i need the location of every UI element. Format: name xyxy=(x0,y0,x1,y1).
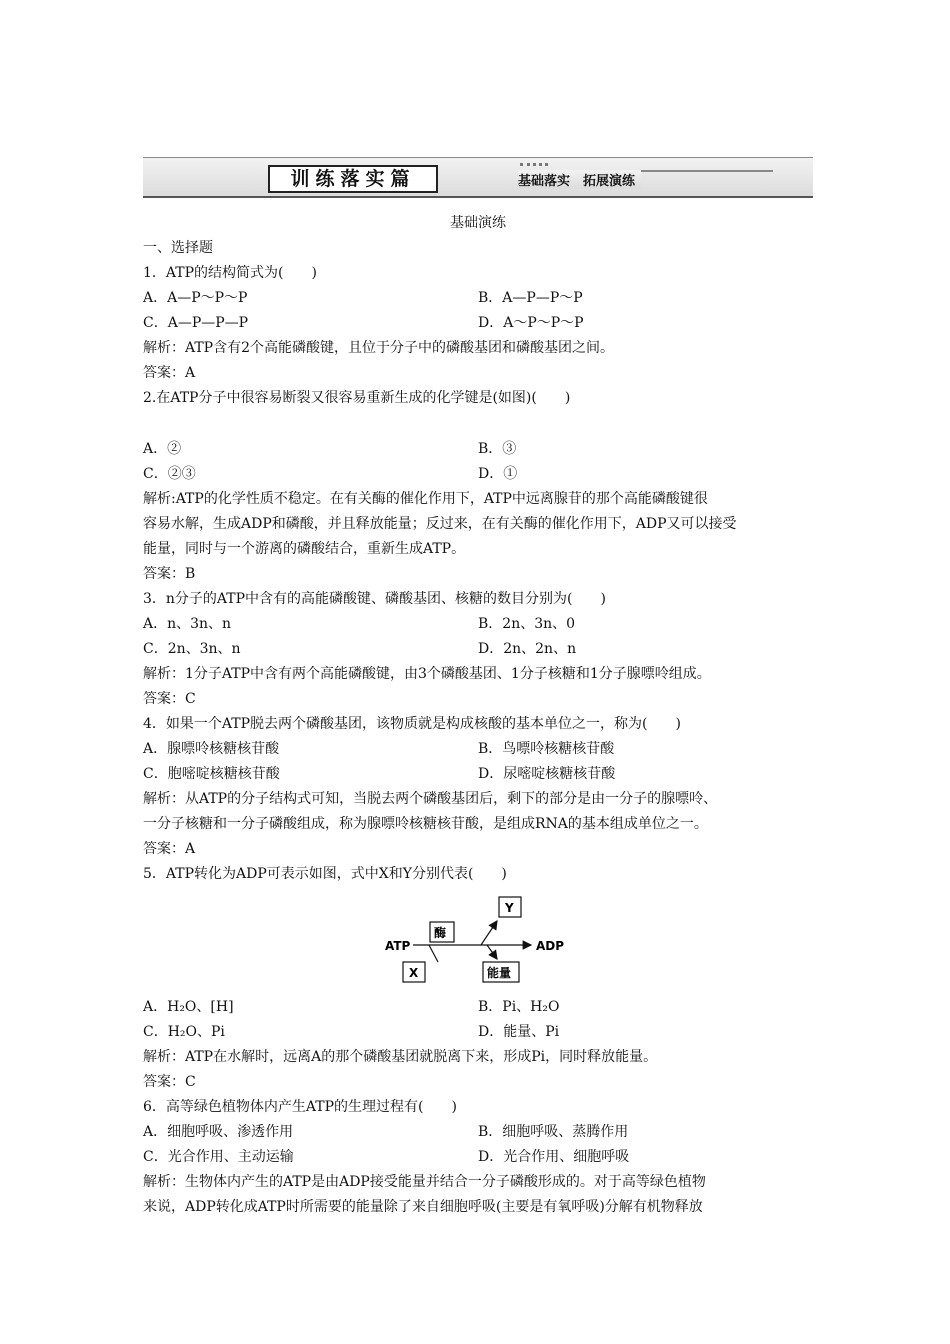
option-b: B．细胞呼吸、蒸腾作用 xyxy=(478,1124,629,1140)
analysis-text: 解析：从ATP的分子结构式可知，当脱去两个磷酸基团后，剩下的部分是由一分子的腺嘌呤、 xyxy=(143,791,718,807)
option-d: D．① xyxy=(478,466,518,482)
options-row xyxy=(143,311,813,336)
banner-decoration xyxy=(520,163,548,169)
banner-title: 训练落实篇 xyxy=(268,165,438,193)
option-d: D．尿嘧啶核糖核苷酸 xyxy=(478,766,616,782)
options-row xyxy=(143,612,813,637)
analysis-text: 一分子核糖和一分子磷酸组成，称为腺嘌呤核糖核苷酸，是组成RNA的基本组成单位之一。 xyxy=(143,816,708,832)
options-row xyxy=(143,462,813,487)
answer-text: 答案：C xyxy=(143,1074,196,1090)
question-3 xyxy=(143,587,813,712)
energy-arrow xyxy=(487,945,497,959)
x-label: X xyxy=(409,966,419,980)
option-d: D．能量、Pi xyxy=(478,1024,560,1040)
options-row xyxy=(143,637,813,662)
banner-subtitle: 基础落实 拓展演练 xyxy=(518,170,641,189)
option-c: C．A—P—P—P xyxy=(143,315,249,331)
y-label: Y xyxy=(505,901,514,915)
options-row xyxy=(143,762,813,787)
option-c: C．光合作用、主动运输 xyxy=(143,1149,294,1165)
option-d: D．A～P～P～P xyxy=(478,315,584,331)
option-a: A．H₂O、[H] xyxy=(143,999,234,1015)
option-a: A．A—P～P～P xyxy=(143,290,248,306)
option-d: D．2n、2n、n xyxy=(478,641,577,657)
option-a: A．② xyxy=(143,441,182,457)
option-b: B．鸟嘌呤核糖核苷酸 xyxy=(478,741,615,757)
option-a: A．腺嘌呤核糖核苷酸 xyxy=(143,741,280,757)
question-6 xyxy=(143,1095,813,1220)
option-a: A．细胞呼吸、渗透作用 xyxy=(143,1124,294,1140)
question-stem: 6．高等绿色植物体内产生ATP的生理过程有( ) xyxy=(143,1099,457,1115)
question-stem: 2.在ATP分子中很容易断裂又很容易重新生成的化学键是(如图)( ) xyxy=(143,390,571,406)
option-c: C．2n、3n、n xyxy=(143,641,241,657)
section-title: 基础演练 xyxy=(450,215,506,231)
options-row xyxy=(143,1145,813,1170)
document-body xyxy=(143,211,813,1220)
option-a: A．n、3n、n xyxy=(143,616,232,632)
adp-label: ADP xyxy=(536,939,565,953)
answer-text: 答案：A xyxy=(143,841,196,857)
answer-text: 答案：C xyxy=(143,691,196,707)
option-b: B．A—P—P～P xyxy=(478,290,583,306)
analysis-text: 容易水解，生成ADP和磷酸，并且释放能量；反过来，在有关酶的催化作用下，ADP又可以接受 xyxy=(143,516,737,532)
question-1 xyxy=(143,261,813,386)
answer-text: 答案：B xyxy=(143,566,196,582)
question-4 xyxy=(143,712,813,862)
option-c: C．胞嘧啶核糖核苷酸 xyxy=(143,766,280,782)
question-stem: 4．如果一个ATP脱去两个磷酸基团，该物质就是构成核酸的基本单位之一，称为( ) xyxy=(143,716,681,732)
analysis-text: 解析：1分子ATP中含有两个高能磷酸键，由3个磷酸基团、1分子核糖和1分子腺嘌呤组成。 xyxy=(143,666,711,682)
analysis-text: 能量，同时与一个游离的磷酸结合，重新生成ATP。 xyxy=(143,541,466,557)
option-d: D．光合作用、细胞呼吸 xyxy=(478,1149,630,1165)
analysis-text: 解析：ATP含有2个高能磷酸键，且位于分子中的磷酸基团和磷酸基团之间。 xyxy=(143,340,615,356)
enzyme-label: 酶 xyxy=(434,926,447,940)
options-row xyxy=(143,737,813,762)
atp-label: ATP xyxy=(385,939,411,953)
x-connector xyxy=(429,945,438,962)
question-stem: 5．ATP转化为ADP可表示如图，式中X和Y分别代表( ) xyxy=(143,866,507,882)
option-c: C．②③ xyxy=(143,466,196,482)
question-2 xyxy=(143,386,813,587)
options-row xyxy=(143,286,813,311)
energy-label: 能量 xyxy=(487,966,512,980)
answer-text: 答案：A xyxy=(143,365,196,381)
option-b: B．③ xyxy=(478,441,517,457)
options-row xyxy=(143,995,813,1020)
options-row xyxy=(143,1020,813,1045)
analysis-text: 解析:ATP的化学性质不稳定。在有关酶的催化作用下，ATP中远离腺苷的那个高能磷酸键很 xyxy=(143,491,708,507)
question-stem: 3．n分子的ATP中含有的高能磷酸键、磷酸基团、核糖的数目分别为( ) xyxy=(143,591,606,607)
option-b: B．2n、3n、0 xyxy=(478,616,576,632)
atp-adp-diagram xyxy=(143,887,813,995)
options-row xyxy=(143,437,813,462)
y-arrow xyxy=(481,921,497,945)
option-b: B．Pi、H₂O xyxy=(478,999,560,1015)
question-stem: 1．ATP的结构简式为( ) xyxy=(143,265,317,281)
question-5 xyxy=(143,862,813,1095)
part-title: 一、选择题 xyxy=(143,240,213,256)
diagram-svg xyxy=(383,887,573,995)
option-c: C．H₂O、Pi xyxy=(143,1024,225,1040)
section-banner xyxy=(143,157,813,198)
analysis-text: 来说，ADP转化成ATP时所需要的能量除了来自细胞呼吸(主要是有氧呼吸)分解有机物释放 xyxy=(143,1199,703,1215)
analysis-text: 解析：生物体内产生的ATP是由ADP接受能量并结合一分子磷酸形成的。对于高等绿色植物 xyxy=(143,1174,706,1190)
options-row xyxy=(143,1120,813,1145)
figure-placeholder xyxy=(143,411,813,437)
analysis-text: 解析：ATP在水解时，远离A的那个磷酸基团就脱离下来，形成Pi，同时释放能量。 xyxy=(143,1049,658,1065)
